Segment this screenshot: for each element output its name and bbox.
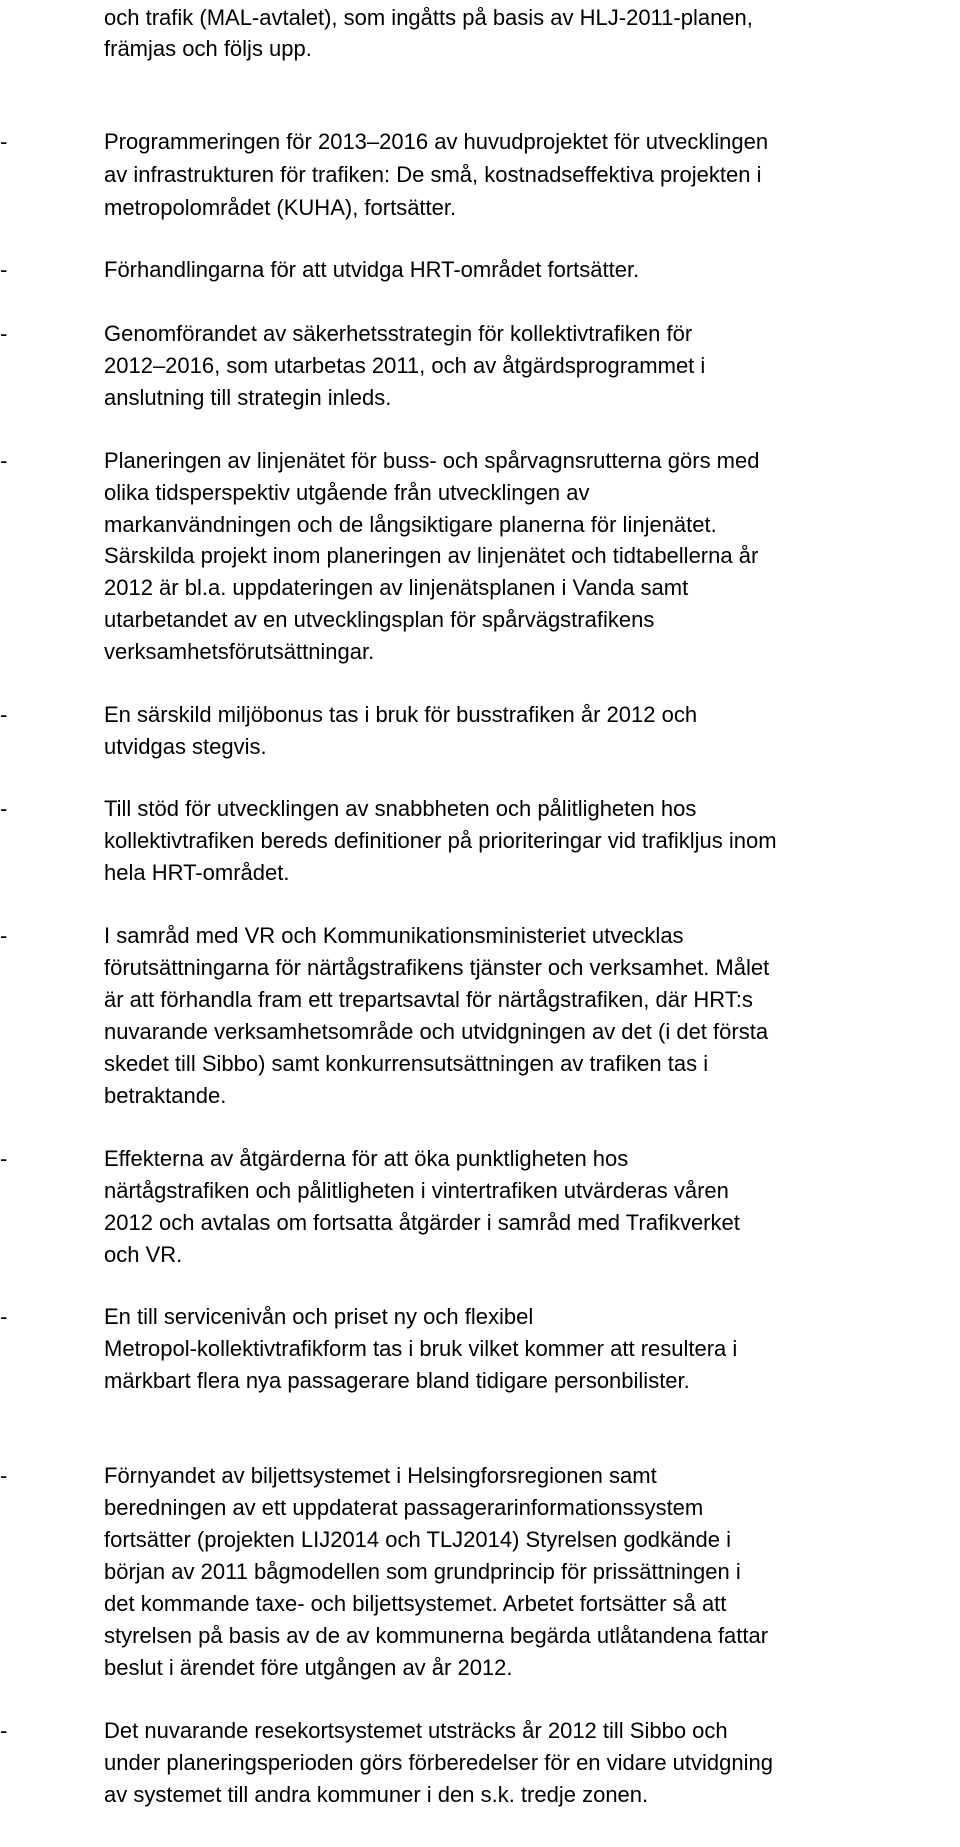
- list-item-line: Särskilda projekt inom planeringen av linjenätet och tidtabellerna år: [104, 543, 759, 568]
- list-item-line: beredningen av ett uppdaterat passagerarinformationssystem: [104, 1495, 704, 1520]
- list-item-line: och VR.: [104, 1242, 183, 1267]
- list-item-line: betraktande.: [104, 1083, 227, 1108]
- list-item-line: Planeringen av linjenätet för buss- och spårvagnsrutterna görs med: [104, 448, 760, 473]
- bullet-dash: -: [0, 129, 8, 154]
- list-item-line: kollektivtrafiken bereds definitioner på prioriteringar vid trafikljus inom: [104, 828, 777, 853]
- list-item-line: Förnyandet av biljettsystemet i Helsingforsregionen samt: [104, 1463, 657, 1488]
- list-item-line: Metropol-kollektivtrafikform tas i bruk vilket kommer att resultera i: [104, 1336, 738, 1361]
- list-item-line: Programmeringen för 2013–2016 av huvudprojektet för utvecklingen: [104, 129, 769, 154]
- list-item-line: utarbetandet av en utvecklingsplan för spårvägstrafikens: [104, 607, 655, 632]
- list-item-line: närtågstrafiken och pålitligheten i vintertrafiken utvärderas våren: [104, 1178, 729, 1203]
- list-item-line: En särskild miljöbonus tas i bruk för busstrafiken år 2012 och: [104, 702, 698, 727]
- list-item-line: Förhandlingarna för att utvidga HRT-området fortsätter.: [104, 257, 640, 282]
- bullet-dash: -: [0, 321, 8, 346]
- list-item-line: olika tidsperspektiv utgående från utvecklingen av: [104, 480, 590, 505]
- list-item-line: beslut i ärendet före utgången av år 2012.: [104, 1655, 513, 1680]
- list-item-line: märkbart flera nya passagerare bland tidigare personbilister.: [104, 1368, 690, 1393]
- list-item-line: fortsätter (projekten LIJ2014 och TLJ2014) Styrelsen godkände i: [104, 1527, 731, 1552]
- list-item-line: nuvarande verksamhetsområde och utvidgningen av det (i det första: [104, 1019, 769, 1044]
- list-item-line: av systemet till andra kommuner i den s.k. tredje zonen.: [104, 1782, 649, 1807]
- list-item-line: är att förhandla fram ett trepartsavtal för närtågstrafiken, där HRT:s: [104, 987, 753, 1012]
- list-item-line: Genomförandet av säkerhetsstrategin för kollektivtrafiken för: [104, 321, 693, 346]
- list-item-line: av infrastrukturen för trafiken: De små, kostnadseffektiva projekten i: [104, 162, 762, 187]
- list-item-line: Till stöd för utvecklingen av snabbheten och pålitligheten hos: [104, 796, 697, 821]
- list-item-line: verksamhetsförutsättningar.: [104, 639, 375, 664]
- bullet-dash: -: [0, 1463, 8, 1488]
- bullet-dash: -: [0, 448, 8, 473]
- list-item-line: 2012–2016, som utarbetas 2011, och av åtgärdsprogrammet i: [104, 353, 706, 378]
- list-item-line: 2012 är bl.a. uppdateringen av linjenätsplanen i Vanda samt: [104, 575, 689, 600]
- list-item-line: metropolområdet (KUHA), fortsätter.: [104, 195, 457, 220]
- list-item-line: förutsättningarna för närtågstrafikens tjänster och verksamhet. Målet: [104, 955, 770, 980]
- list-item-line: hela HRT-området.: [104, 860, 290, 885]
- list-item-line: En till servicenivån och priset ny och flexibel: [104, 1304, 534, 1329]
- list-item-line: I samråd med VR och Kommunikationsministeriet utvecklas: [104, 923, 684, 948]
- list-item-line: skedet till Sibbo) samt konkurrensutsättningen av trafiken tas i: [104, 1051, 709, 1076]
- list-item-line: 2012 och avtalas om fortsatta åtgärder i samråd med Trafikverket: [104, 1210, 740, 1235]
- intro-line: främjas och följs upp.: [104, 36, 312, 61]
- list-item-line: Effekterna av åtgärderna för att öka punktligheten hos: [104, 1146, 629, 1171]
- bullet-dash: -: [0, 1146, 8, 1171]
- bullet-dash: -: [0, 1304, 8, 1329]
- intro-line: och trafik (MAL-avtalet), som ingåtts på basis av HLJ-2011-planen,: [104, 5, 753, 30]
- list-item-line: Det nuvarande resekortsystemet utsträcks år 2012 till Sibbo och: [104, 1718, 728, 1743]
- list-item-line: under planeringsperioden görs förberedelser för en vidare utvidgning: [104, 1750, 773, 1775]
- bullet-dash: -: [0, 923, 8, 948]
- bullet-dash: -: [0, 702, 8, 727]
- list-item-line: det kommande taxe- och biljettsystemet. Arbetet fortsätter så att: [104, 1591, 727, 1616]
- list-item-line: styrelsen på basis av de av kommunerna begärda utlåtandena fattar: [104, 1623, 769, 1648]
- list-item-line: början av 2011 bågmodellen som grundprincip för prissättningen i: [104, 1559, 741, 1584]
- list-item-line: markanvändningen och de långsiktigare planerna för linjenätet.: [104, 512, 717, 537]
- bullet-dash: -: [0, 257, 8, 282]
- list-item-line: utvidgas stegvis.: [104, 734, 267, 759]
- list-item-line: anslutning till strategin inleds.: [104, 385, 392, 410]
- bullet-dash: -: [0, 796, 8, 821]
- bullet-dash: -: [0, 1718, 8, 1743]
